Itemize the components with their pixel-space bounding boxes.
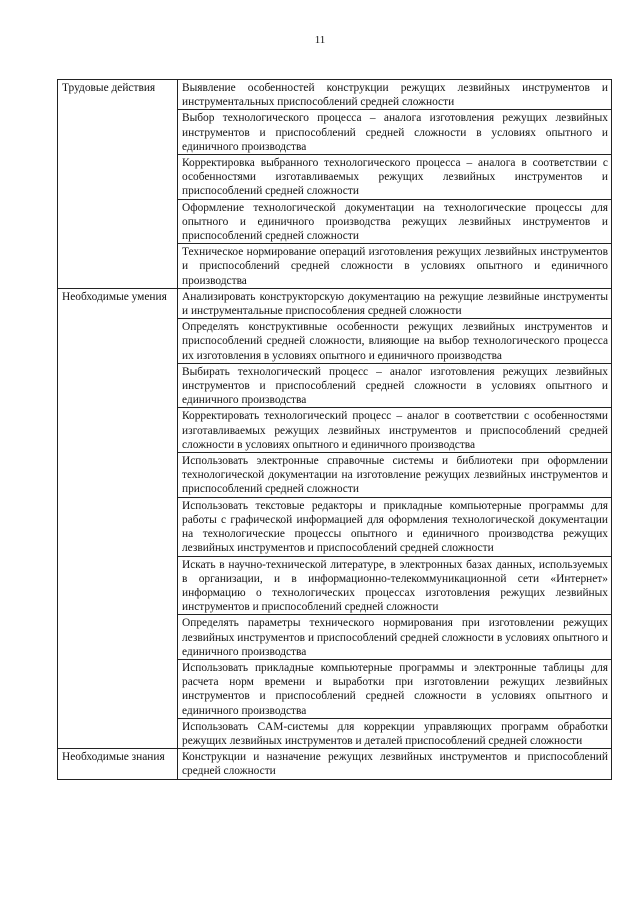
table-cell: Выбирать технологический процесс – аналог изготовления режущих лезвийных инструментов и приспособлений средней сложности в условиях опытного и единичного производства [178, 363, 612, 408]
table-cell: Техническое нормирование операций изготовления режущих лезвийных инструментов и приспособлений средней сложности в условиях опытного и единичного производства [178, 244, 612, 289]
table-cell: Оформление технологической документации на технологические процессы для опытного и единичного производства режущих лезвийных инструментов и приспособлений средней сложности [178, 199, 612, 244]
table-row [58, 288, 612, 318]
table-cell: Конструкции и назначение режущих лезвийных инструментов и приспособлений средней сложности [178, 749, 612, 779]
table-cell: Определять параметры технического нормирования при изготовлении режущих лезвийных инструментов и приспособлений средней сложности в условиях опытного и единичного производства [178, 615, 612, 660]
table-cell: Определять конструктивные особенности режущих лезвийных инструментов и приспособлений средней сложности, влияющие на выбор технологического процесса их изготовления в условиях опытного и единичного производства [178, 319, 612, 364]
table-row [58, 749, 612, 779]
table-cell: Выбор технологического процесса – аналога изготовления режущих лезвийных инструментов и приспособлений средней сложности в условиях опытного и единичного производства [178, 110, 612, 155]
table-cell: Использовать CAM-системы для коррекции управляющих программ обработки режущих лезвийных инструментов и деталей приспособлений средней сложности [178, 718, 612, 748]
table-cell: Использовать электронные справочные системы и библиотеки при оформлении технологической документации на изготовление режущих лезвийных инструментов и приспособлений средней сложности [178, 453, 612, 498]
section-label-required-skills: Необходимые умения [58, 288, 178, 748]
table-cell: Корректировка выбранного технологического процесса – аналога в соответствии с особенностями изготавливаемых режущих лезвийных инструментов и приспособлений средней сложности [178, 155, 612, 200]
table-cell: Анализировать конструкторскую документацию на режущие лезвийные инструменты и инструментальные приспособления средней сложности [178, 288, 612, 318]
table-cell: Корректировать технологический процесс – аналог в соответствии с особенностями изготавливаемых режущих лезвийных инструментов и приспособлений средней сложности в условиях опытного и единичного производства [178, 408, 612, 453]
specification-table [57, 79, 612, 780]
section-label-required-knowledge: Необходимые знания [58, 749, 178, 779]
table-cell: Использовать прикладные компьютерные программы и электронные таблицы для расчета норм времени и выработки при изготовлении режущих лезвийных инструментов и приспособлений средней сложности в условиях опытного и единичного производства [178, 659, 612, 718]
table-cell: Искать в научно-технической литературе, в электронных базах данных, используемых в организации, и в информационно-телекоммуникационной сети «Интернет» информацию о технологических процессах изготовления режущих лезвийных инструментов и приспособлений средней сложности [178, 556, 612, 615]
page-number: 11 [314, 34, 326, 46]
table-row [58, 80, 612, 110]
table-cell: Использовать текстовые редакторы и прикладные компьютерные программы для работы с графической информацией для оформления технологической документации на технологические процессы опытного и единичного производства режущих лезвийных инструментов и приспособлений средней сложности [178, 497, 612, 556]
section-label-labor-actions: Трудовые действия [58, 80, 178, 289]
table-cell: Выявление особенностей конструкции режущих лезвийных инструментов и инструментальных приспособлений средней сложности [178, 80, 612, 110]
